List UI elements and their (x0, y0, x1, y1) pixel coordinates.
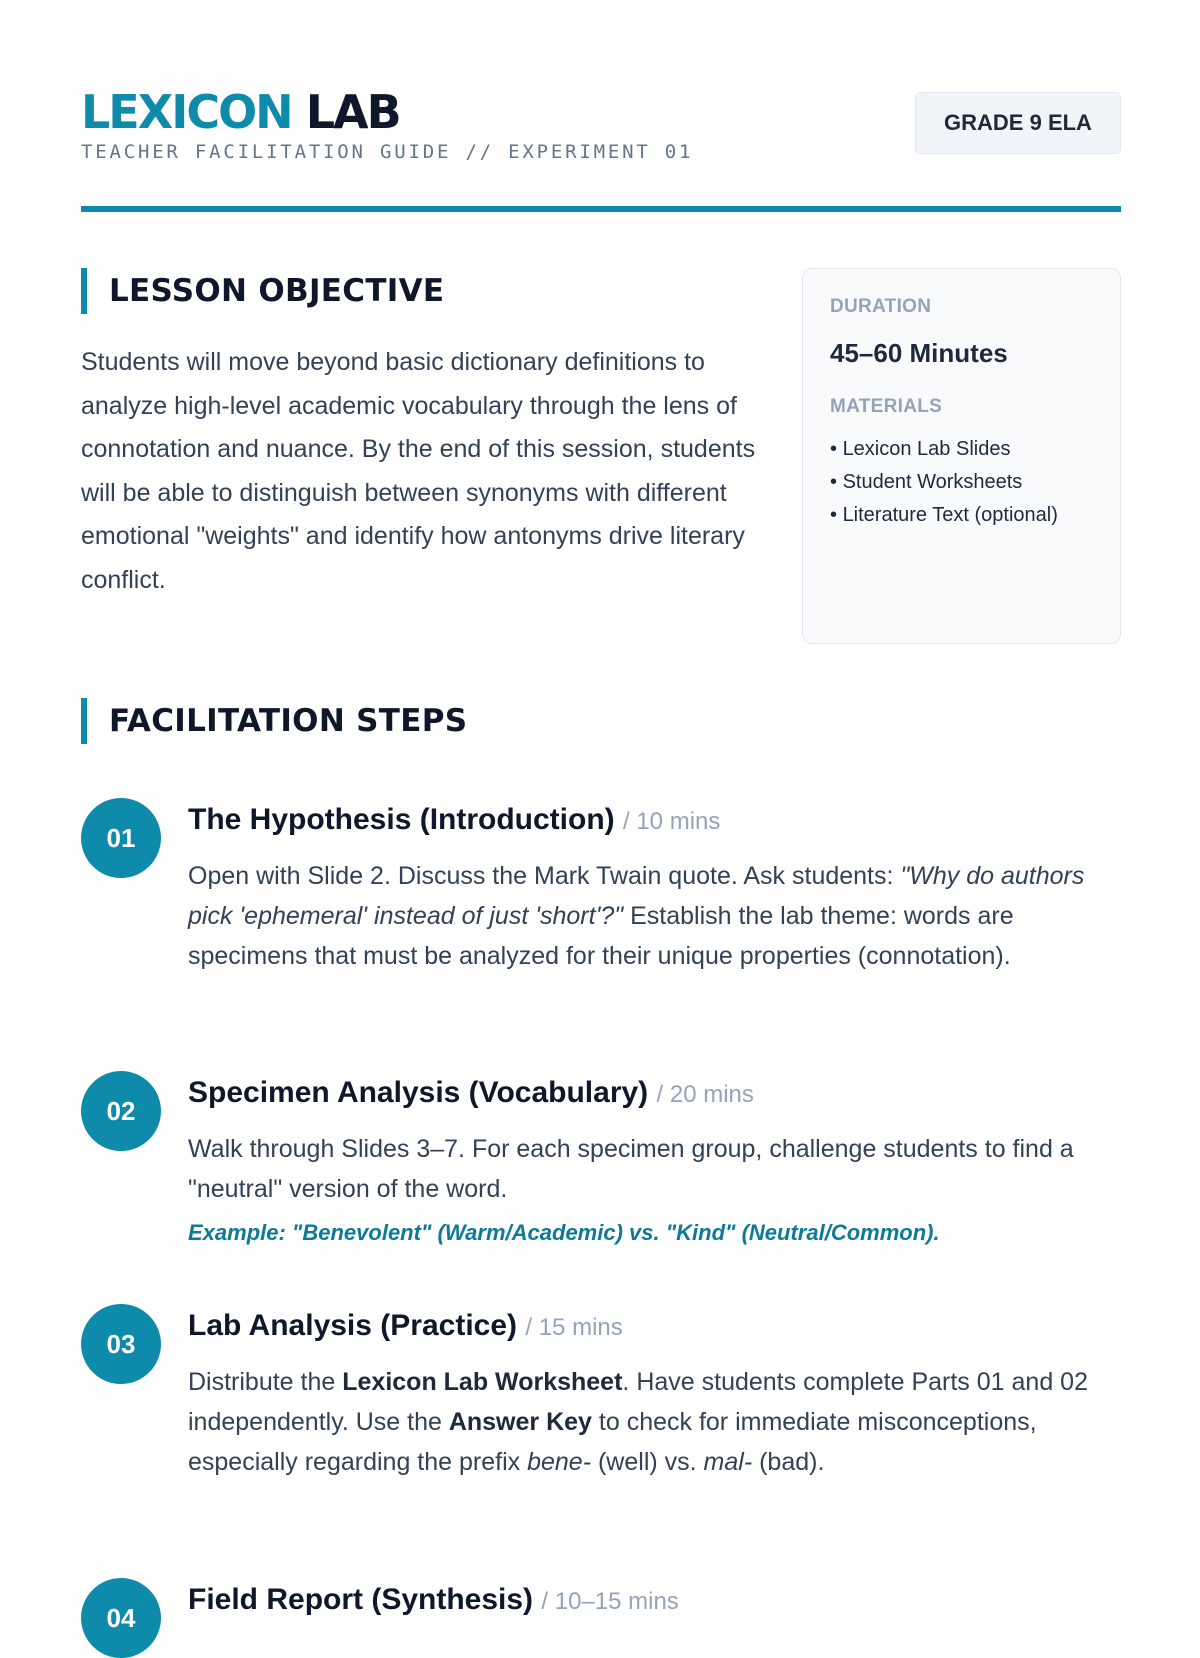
step-body (188, 1306, 1121, 1482)
step-desc-part: Open with Slide 2. Discuss the Mark Twain quote. Ask students: (188, 862, 901, 890)
grade-badge: GRADE 9 ELA (915, 92, 1121, 154)
step-number-badge: 01 (81, 798, 161, 878)
step-body (188, 1580, 1121, 1622)
lesson-info-card (802, 268, 1121, 644)
step-number-badge: 04 (81, 1578, 161, 1658)
step-title: The Hypothesis (Introduction) (188, 803, 615, 836)
answer-key-name: Answer Key (448, 1408, 592, 1436)
lesson-objective-heading: LESSON OBJECTIVE (81, 268, 444, 314)
step-title: Lab Analysis (Practice) (188, 1309, 518, 1342)
step-body (188, 1073, 1121, 1253)
step-desc-part: to check for immediate misconceptions, especially regarding the prefix (188, 1408, 1037, 1476)
step-title-line (188, 1580, 1121, 1622)
step-description (188, 856, 1121, 976)
step-example: Example: "Benevolent" (Warm/Academic) vs. "Kind" (Neutral/Common). (188, 1220, 940, 1245)
lexicon-lab-logo (81, 86, 400, 138)
materials-label: MATERIALS (830, 396, 943, 417)
prefix-bene: bene- (527, 1448, 592, 1476)
step-title-line (188, 800, 1121, 842)
step-desc-part: (bad). (752, 1448, 825, 1476)
facilitation-steps-heading: FACILITATION STEPS (81, 698, 467, 744)
step-desc-part: Establish the lab theme: words are specimens that must be analyzed for their unique properties (connotation). (188, 902, 1014, 970)
worksheet-name: Lexicon Lab Worksheet (342, 1368, 623, 1396)
page-header (81, 86, 1121, 216)
step-desc-part: Distribute the (188, 1368, 343, 1396)
step-duration: / 20 mins (656, 1081, 754, 1108)
step-description (188, 1362, 1121, 1482)
step-duration: / 10–15 mins (541, 1588, 679, 1615)
step-number-badge: 02 (81, 1071, 161, 1151)
guide-subtitle: TEACHER FACILITATION GUIDE // EXPERIMENT 01 (81, 141, 694, 163)
step-title: Specimen Analysis (Vocabulary) (188, 1076, 649, 1109)
logo-secondary: LAB (305, 85, 400, 139)
step-title-line (188, 1073, 1121, 1115)
materials-item: • Student Worksheets (830, 466, 1093, 499)
step-desc-part: (well) vs. (591, 1448, 704, 1476)
materials-item: • Literature Text (optional) (830, 499, 1093, 532)
step-duration: / 15 mins (525, 1314, 623, 1341)
prefix-mal: mal- (703, 1448, 753, 1476)
materials-item: • Lexicon Lab Slides (830, 433, 1093, 466)
step-title: Field Report (Synthesis) (188, 1583, 534, 1616)
step-duration: / 10 mins (623, 808, 721, 835)
step-description: Walk through Slides 3–7. For each specimen group, challenge students to find a "neutral" version of the word. (188, 1135, 1074, 1203)
duration-value: 45–60 Minutes (830, 338, 1008, 368)
header-divider (81, 206, 1121, 212)
logo-primary: LEXICON (81, 85, 292, 139)
duration-label: DURATION (830, 296, 932, 317)
step-number-badge: 03 (81, 1304, 161, 1384)
lesson-objective-text: Students will move beyond basic dictionary definitions to analyze high-level academic vocabulary through the lens of connotation and nuance. By the end of this session, students will be able to distinguish between synonyms with different emotional "weights" and identify how antonyms drive literary conflict. (81, 348, 756, 594)
step-title-line (188, 1306, 1121, 1348)
step-desc-part: . Have students complete Parts 01 and 02 independently. Use the (188, 1368, 1088, 1436)
materials-list (830, 433, 1093, 532)
step-body (188, 800, 1121, 976)
step-quote: "Why do authors pick 'ephemeral' instead of just 'short'?" (188, 862, 1085, 930)
